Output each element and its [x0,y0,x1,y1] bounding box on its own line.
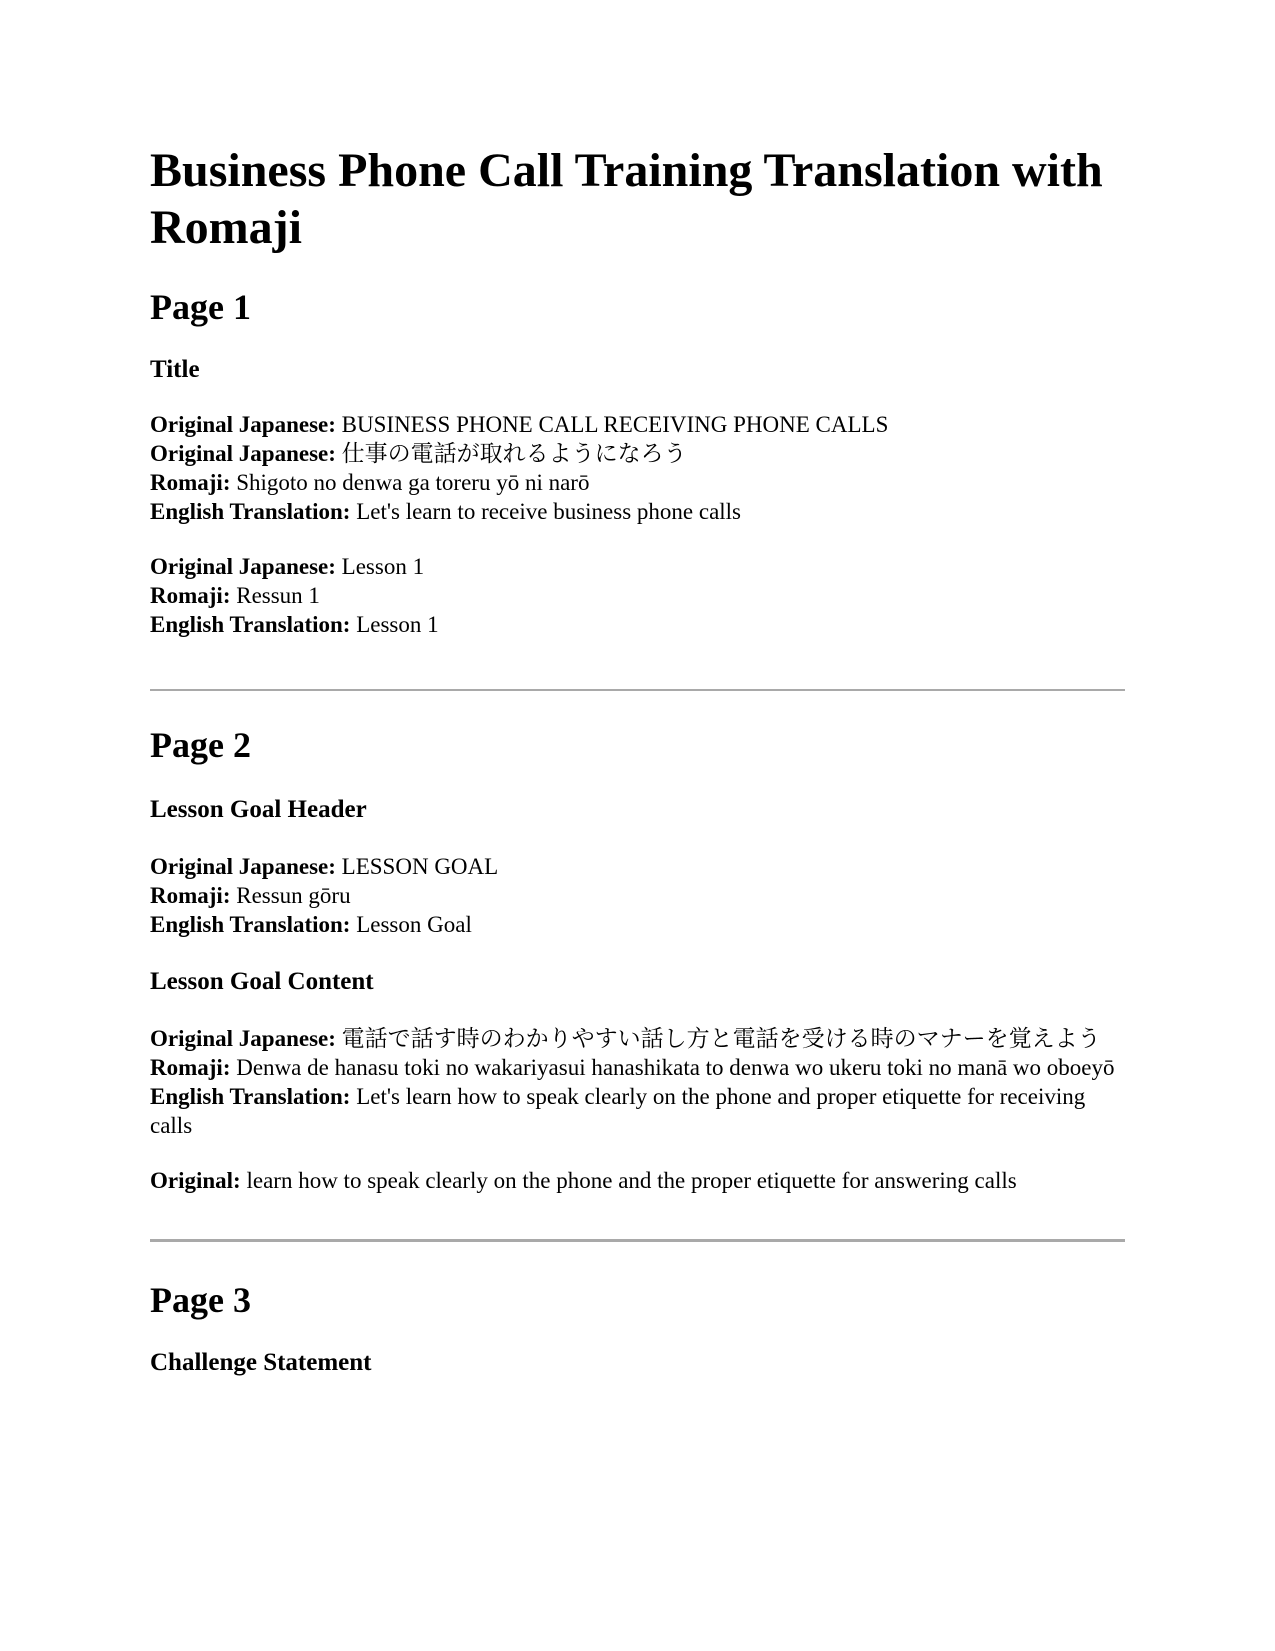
label: Original Japanese: [150,1026,336,1051]
page-2-block-3 [150,1166,1125,1195]
page-3-heading: Page 3 [150,1280,251,1320]
value: Let's learn to receive business phone calls [356,499,742,524]
page-1-block-1 [150,410,1125,526]
value: Ressun 1 [236,583,320,608]
page-divider [150,689,1125,691]
page-2-heading: Page 2 [150,725,251,765]
label: Original: [150,1168,241,1193]
label: Original Japanese: [150,441,336,466]
label: English Translation: [150,612,351,637]
value: learn how to speak clearly on the phone and the proper etiquette for answering calls [246,1168,1017,1193]
value: Let's learn how to speak clearly on the phone and proper etiquette for receiving calls [150,1084,1086,1138]
label: Romaji: [150,583,231,608]
page-2-section-2-title: Lesson Goal Content [150,968,374,995]
value: BUSINESS PHONE CALL RECEIVING PHONE CALLS [341,412,889,437]
document-title: Business Phone Call Training Translation with Romaji [150,144,1103,254]
page-1-section-title: Title [150,356,200,383]
label: English Translation: [150,912,351,937]
label: Romaji: [150,883,231,908]
page-3-section-title: Challenge Statement [150,1349,372,1376]
value: Shigoto no denwa ga toreru yō ni narō [236,470,590,495]
label: English Translation: [150,499,351,524]
document-body [150,142,1125,1378]
value: Denwa de hanasu toki no wakariyasui hanashikata to denwa wo ukeru toki no manā wo oboeyō [236,1055,1115,1080]
page-divider [150,1239,1125,1242]
value: Lesson 1 [341,554,425,579]
page-2-section-1-title: Lesson Goal Header [150,796,367,823]
page-2-block-1 [150,852,1125,939]
label: Original Japanese: [150,554,336,579]
value: 仕事の電話が取れるようになろう [341,441,687,466]
page-2-block-2 [150,1024,1125,1140]
page-1-block-2 [150,552,1125,639]
label: Original Japanese: [150,412,336,437]
label: English Translation: [150,1084,351,1109]
value: Ressun gōru [236,883,351,908]
value: 電話で話す時のわかりやすい話し方と電話を受ける時のマナーを覚えよう [341,1026,1101,1051]
value: LESSON GOAL [341,854,499,879]
value: Lesson Goal [356,912,472,937]
label: Romaji: [150,1055,231,1080]
label: Original Japanese: [150,854,336,879]
label: Romaji: [150,470,231,495]
value: Lesson 1 [356,612,439,637]
page-1-heading: Page 1 [150,287,251,327]
